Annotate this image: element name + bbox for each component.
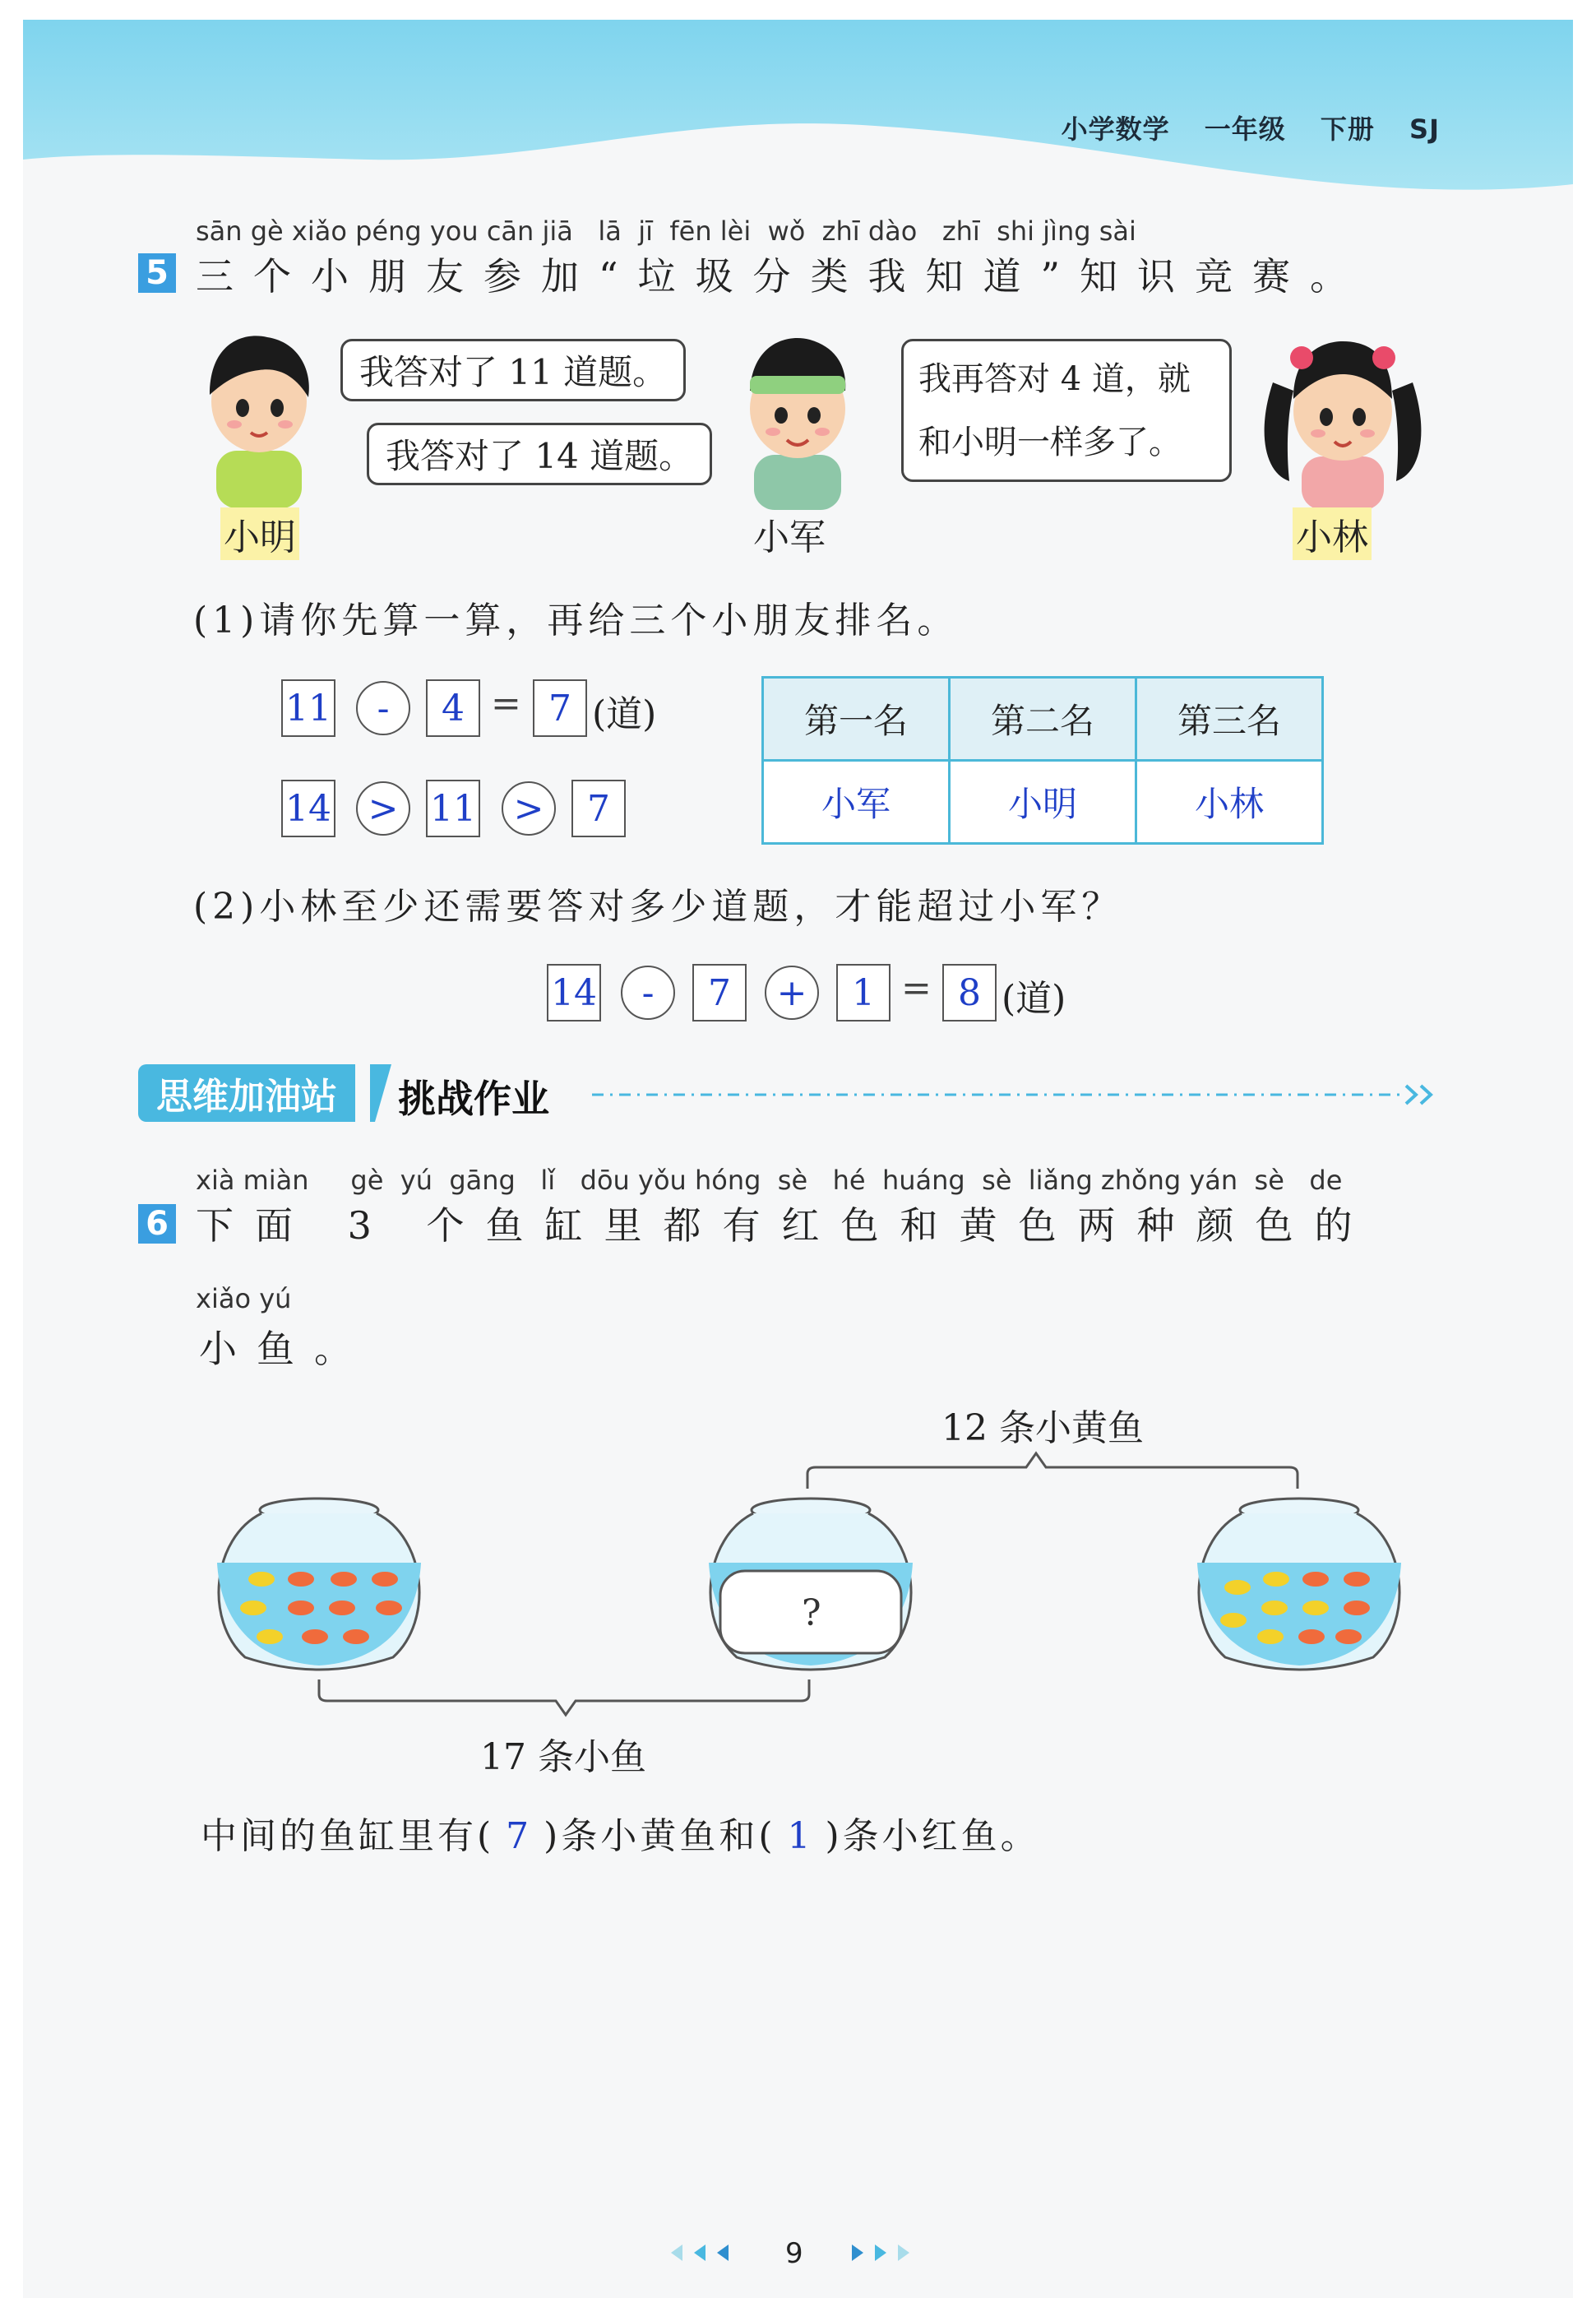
- answer-yellow-fish-count[interactable]: 7: [506, 1815, 533, 1857]
- calc2-compare-1: >: [356, 781, 410, 836]
- rank-header-2: 第二名: [950, 678, 1136, 761]
- header-edition: SJ: [1409, 114, 1440, 145]
- calc1-operand-b: 4: [426, 679, 480, 737]
- answer-red-fish-count[interactable]: 1: [787, 1815, 814, 1857]
- section-tag: 思维加油站: [138, 1064, 355, 1122]
- calc3-operator-2: +: [765, 966, 819, 1020]
- calc1-equals: =: [491, 683, 521, 725]
- header-volume: 下册: [1320, 114, 1375, 145]
- q5-pinyin: sān gè xiǎo péng you cān jiā lā jī fēn lèi wǒ zhī dào zhī shi jìng sài: [196, 215, 1136, 247]
- section-tag-tail: [370, 1064, 391, 1122]
- calc2-value-a: 14: [281, 780, 335, 837]
- q6-pinyin-line2: xiǎo yú: [196, 1283, 292, 1314]
- name-xiaolin: 小林: [1293, 507, 1372, 560]
- header-subject: 小学数学: [1061, 114, 1170, 145]
- calc3-operand-b: 7: [692, 964, 747, 1022]
- name-xiaojun: 小军: [753, 517, 826, 558]
- calc3-operand-a: 14: [547, 964, 601, 1022]
- calc3-equals: =: [901, 967, 932, 1009]
- speech-bubble-xiaojun: [367, 423, 712, 485]
- q5-number-badge: 5: [138, 253, 176, 293]
- label-yellow-fish: 12 条小黄鱼: [941, 1407, 1144, 1449]
- xiaoming-illustration: [201, 327, 317, 508]
- rank-value-2: 小明: [950, 761, 1136, 844]
- q6-question-text-line1: 下面 3 个鱼缸里都有红色和黄色两种颜色的: [196, 1203, 1374, 1248]
- ranking-table: [761, 676, 1324, 845]
- answer-middle: )条小黄鱼和(: [544, 1815, 776, 1857]
- rank-value-1: 小军: [763, 761, 950, 844]
- q5-question-text: 三个小朋友参加“垃圾分类我知道”知识竞赛。: [196, 254, 1368, 299]
- calc1-result: 7: [533, 679, 587, 737]
- middle-bowl-question-mark: ?: [802, 1592, 821, 1634]
- brace-top: [806, 1449, 1299, 1490]
- xiaojun-illustration: [736, 333, 859, 510]
- header-info: [1062, 109, 1440, 146]
- q6-question-text-line2: 小鱼。: [199, 1327, 372, 1371]
- calc1-unit: (道): [592, 693, 657, 735]
- answer-suffix: )条小红鱼。: [825, 1815, 1040, 1857]
- name-xiaoming: 小明: [220, 507, 299, 560]
- prev-page-arrows-icon: [664, 2240, 743, 2265]
- q6-pinyin-line1: xià miàn gè yú gāng lǐ dōu yǒu hóng sè hé huáng sè liǎng zhǒng yán sè de: [196, 1165, 1343, 1196]
- speech-text-xiaojun: 我答对了 14 道题。: [386, 436, 694, 476]
- calc3-unit: (道): [1002, 978, 1066, 1020]
- page-number: 9: [785, 2237, 803, 2270]
- q5-part2-text: (2)小林至少还需要答对多少道题，才能超过小军？: [193, 886, 1123, 928]
- calc2-value-b: 11: [426, 780, 480, 837]
- rank-header-3: 第三名: [1136, 678, 1323, 761]
- header-grade: 一年级: [1204, 114, 1286, 145]
- q5-part1-text: (1)请你先算一算，再给三个小朋友排名。: [193, 600, 959, 642]
- answer-prefix: 中间的鱼缸里有(: [201, 1815, 495, 1857]
- calc1-operator: -: [356, 681, 410, 735]
- q6-answer-sentence: [201, 1806, 1040, 1859]
- calc2-value-c: 7: [571, 780, 626, 837]
- fishbowl-right: [1184, 1497, 1414, 1678]
- q6-number-badge: 6: [138, 1204, 176, 1244]
- section-title: 挑战作业: [398, 1077, 549, 1121]
- rank-value-3: 小林: [1136, 761, 1323, 844]
- speech-bubble-xiaolin: [901, 339, 1232, 482]
- calc2-compare-2: >: [502, 781, 556, 836]
- brace-bottom: [317, 1678, 811, 1719]
- fishbowl-left: [204, 1497, 434, 1678]
- speech-bubble-xiaoming: [340, 339, 686, 401]
- xiaolin-illustration: [1256, 333, 1429, 510]
- next-page-arrows-icon: [845, 2240, 924, 2265]
- section-divider: [592, 1082, 1439, 1107]
- calc1-operand-a: 11: [281, 679, 335, 737]
- calc3-result: 8: [942, 964, 997, 1022]
- fishbowl-middle: [696, 1497, 926, 1678]
- speech-text-xiaolin-line2: 和小明一样多了。: [918, 424, 1182, 461]
- speech-text-xiaoming: 我答对了 11 道题。: [359, 352, 668, 392]
- calc3-operator-1: -: [621, 966, 675, 1020]
- calc3-operand-c: 1: [836, 964, 891, 1022]
- label-total-fish: 17 条小鱼: [480, 1736, 646, 1778]
- speech-text-xiaolin-line1: 我再答对 4 道，就: [918, 360, 1191, 398]
- rank-header-1: 第一名: [763, 678, 950, 761]
